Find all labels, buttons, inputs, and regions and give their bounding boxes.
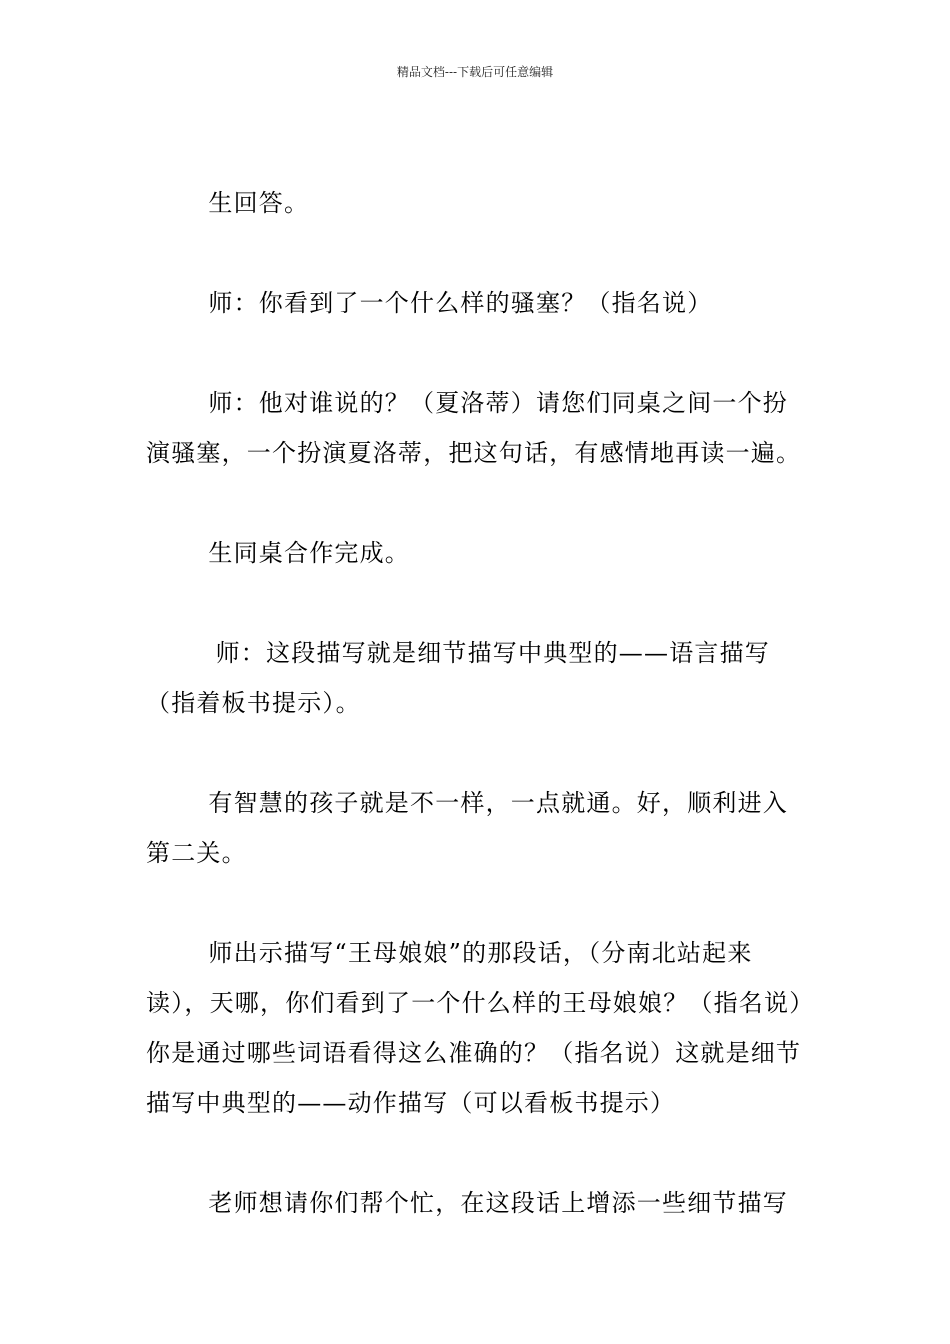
paragraph-second-level: 有智慧的孩子就是不一样，一点就通。好，顺利进入第二关。 — [146, 789, 788, 867]
document-body — [146, 178, 806, 1278]
paragraph-teacher-question: 师：你看到了一个什么样的骚塞？（指名说） — [208, 289, 713, 317]
paragraph-student-answer: 生回答。 — [208, 189, 310, 217]
paragraph-language-description: 师：这段描写就是细节描写中典型的——语言描写（指着板书提示）。 — [146, 639, 770, 717]
paragraph-role-play: 师：他对谁说的？（夏洛蒂）请您们同桌之间一个扮演骚塞，一个扮演夏洛蒂，把这句话，有感情地再读一遍。 — [146, 389, 802, 467]
paragraph-add-details: 老师想请你们帮个忙，在这段话上增添一些细节描写 — [208, 1189, 788, 1217]
page-header: 精品文档---下载后可任意编辑 — [396, 65, 554, 79]
paragraph-pair-work: 生同桌合作完成。 — [208, 539, 410, 567]
paragraph-action-description: 师出示描写“王母娘娘”的那段话，（分南北站起来读），天哪，你们看到了一个什么样的王母娘娘？（指名说）你是通过哪些词语看得这么准确的？（指名说）这就是细节描写中典型的——动作描写（可以看板书提示） — [146, 939, 803, 1117]
